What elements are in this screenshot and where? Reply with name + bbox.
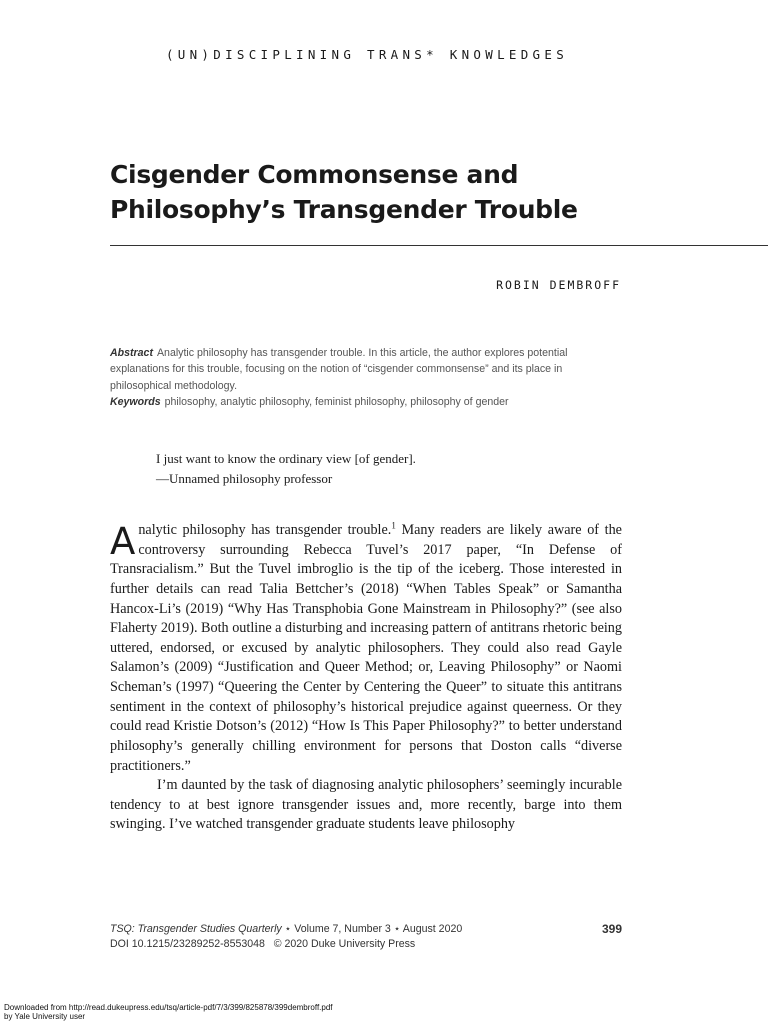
- title-rule: [110, 245, 768, 246]
- body-text: [110, 521, 622, 835]
- abstract-text: Analytic philosophy has transgender trouble. In this article, the author explores potential explanations for this trouble, focusing on the notion of “cisgender commonsense” and its place in philosophical methodology.: [110, 347, 568, 392]
- footer-issue: ⋆ Volume 7, Number 3 ⋆ August 2020: [281, 923, 463, 935]
- article-title: [110, 157, 670, 227]
- download-line-2: by Yale University user: [4, 1012, 86, 1021]
- title-line-2: Philosophy’s Transgender Trouble: [110, 195, 578, 224]
- keywords-text: philosophy, analytic philosophy, feminist philosophy, philosophy of gender: [164, 396, 509, 408]
- footer-citation: [110, 922, 622, 937]
- keywords: [110, 394, 622, 410]
- download-notice: [4, 1003, 333, 1021]
- page-footer: [110, 922, 622, 952]
- paragraph-1-start: nalytic philosophy has transgender trouble.: [138, 522, 392, 538]
- author-name: ROBIN DEMBROFF: [496, 278, 621, 292]
- running-head: (UN)DISCIPLINING TRANS* KNOWLEDGES: [165, 47, 569, 62]
- footnote-ref[interactable]: 1: [391, 520, 396, 531]
- epigraph-quote: I just want to know the ordinary view [of gender].: [156, 451, 416, 466]
- title-line-1: Cisgender Commonsense and: [110, 160, 519, 189]
- page-number: 399: [601, 922, 622, 936]
- drop-cap: A: [110, 520, 136, 563]
- abstract-label: Abstract: [110, 347, 153, 359]
- abstract: [110, 345, 622, 394]
- keywords-label: Keywords: [110, 396, 161, 408]
- paragraph-1-rest: Many readers are likely aware of the controversy surrounding Rebecca Tuvel’s 2017 paper, “In Defense of Transracialism.” But the Tuvel imbroglio is the tip of the iceberg. Those interested in further details can read Talia Bettcher’s (2018) “When Tables Speak” or Samantha Hancox-Li’s (2019) “Why Has Transphobia Gone Mainstream in Philosophy?” (see also Flaherty 2019). Both outline a disturbing and increasing pattern of antitrans rhetoric being uttered, endorsed, or excused by analytic philosophers. They could also read Gayle Salamon’s (2009) “Justification and Queer Method; or, Leaving Philosophy” or Naomi Scheman’s (1997) “Queering the Center by Centering the Queer” to situate this antitrans sentiment in the context of philosophy’s historical prejudice against queerness. Or they could read Kristie Dotson’s (2012) “How Is This Paper Philosophy?” to better understand philosophy’s generally chilling environment for persons that Doston calls “diverse practitioners.”: [110, 522, 622, 774]
- download-line-1: Downloaded from http://read.dukeupress.edu/tsq/article-pdf/7/3/399/825878/399dembroff.pdf: [4, 1003, 333, 1012]
- epigraph-attribution: —Unnamed philosophy professor: [156, 471, 333, 486]
- footer-doi: DOI 10.1215/23289252-8553048 © 2020 Duke University Press: [110, 938, 416, 950]
- paragraph-1: [110, 521, 622, 776]
- footer-journal: TSQ: Transgender Studies Quarterly: [110, 923, 282, 935]
- paragraph-2: I’m daunted by the task of diagnosing analytic philosophers’ seemingly incurable tendency to at best ignore transgender issues and, more recently, barge into them swinging. I’ve watched transgender graduate students leave philosophy: [110, 777, 622, 833]
- epigraph: [156, 449, 416, 489]
